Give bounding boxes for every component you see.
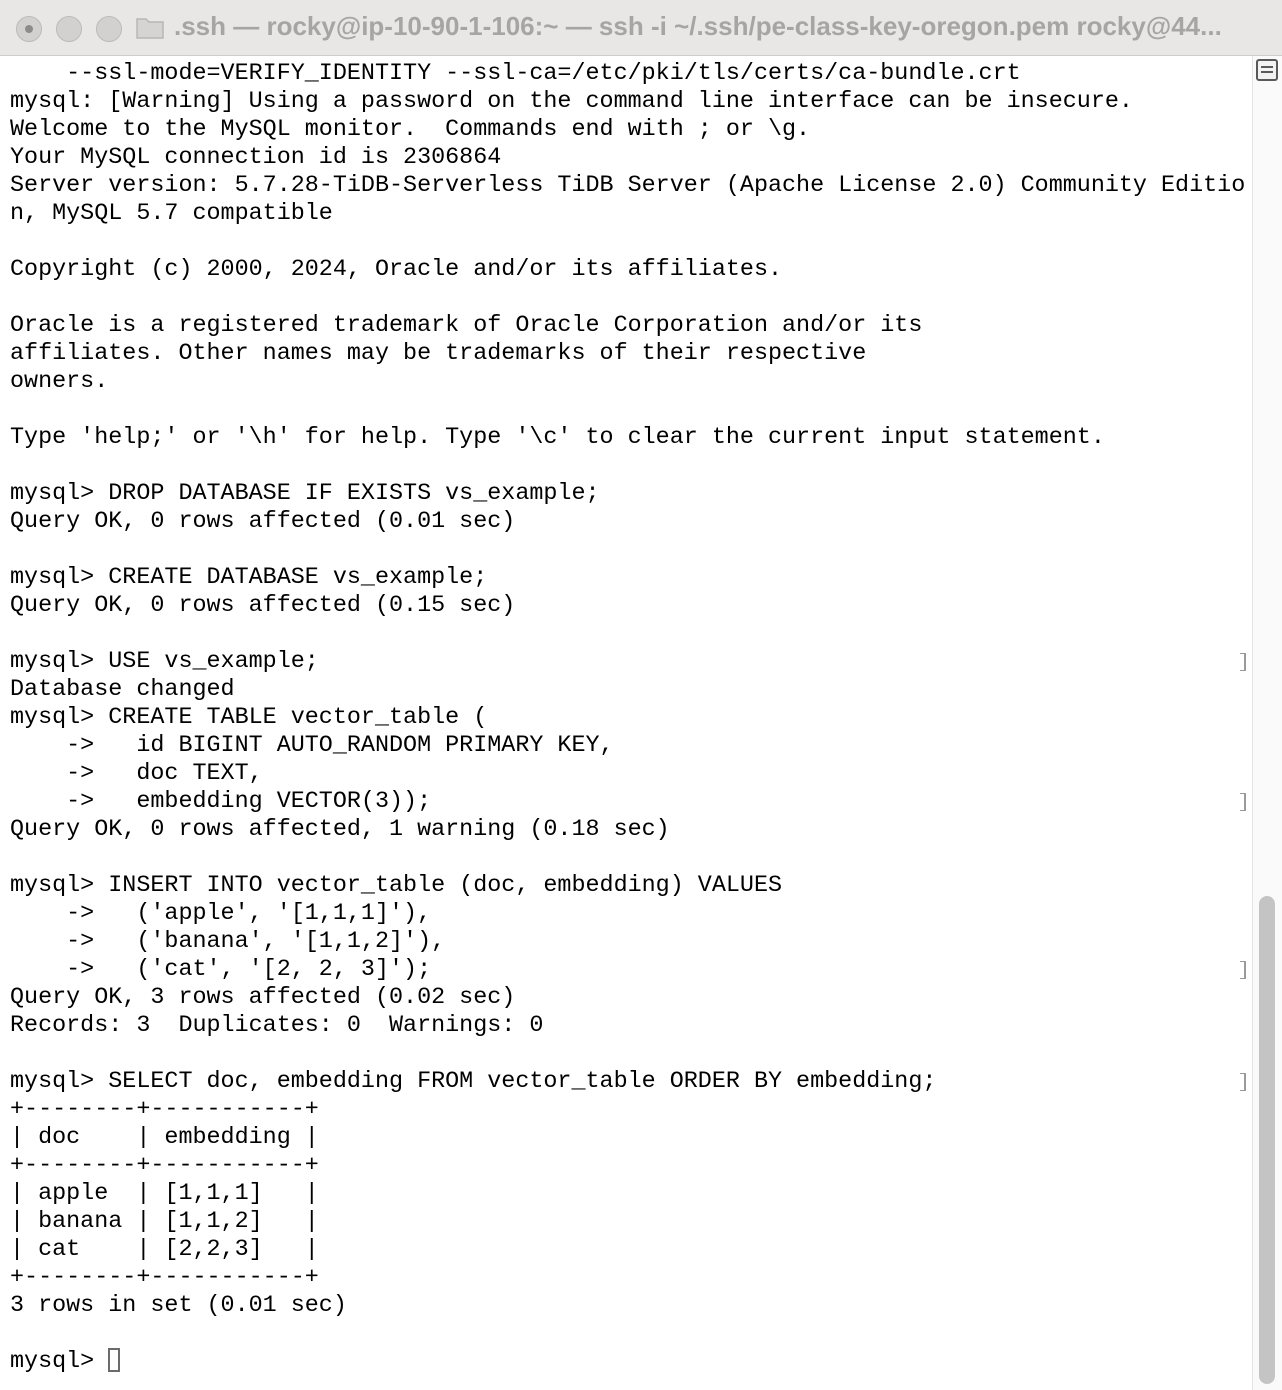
- terminal-line: Query OK, 0 rows affected (0.15 sec): [10, 593, 516, 619]
- terminal-line: Database changed: [10, 677, 235, 703]
- mysql-prompt: mysql>: [10, 1349, 109, 1375]
- terminal-line: Your MySQL connection id is 2306864: [10, 145, 502, 171]
- window-titlebar[interactable]: [0, 0, 1282, 56]
- terminal-line: Query OK, 0 rows affected, 1 warning (0.18 sec): [10, 817, 670, 843]
- terminal-line: +--------+-----------+: [10, 1097, 319, 1123]
- minimize-window-button[interactable]: [56, 16, 82, 42]
- split-view-menu-icon[interactable]: [1256, 59, 1278, 81]
- terminal-line: mysql> CREATE TABLE vector_table (: [10, 705, 488, 731]
- window-title: .ssh — rocky@ip-10-90-1-106:~ — ssh -i ~/.ssh/pe-class-key-oregon.pem rocky@44...: [174, 11, 1222, 41]
- terminal-line: Query OK, 3 rows affected (0.02 sec): [10, 985, 516, 1011]
- terminal-line: mysql> INSERT INTO vector_table (doc, embedding) VALUES: [10, 873, 783, 899]
- folder-icon: [136, 15, 164, 39]
- terminal-line: mysql> DROP DATABASE IF EXISTS vs_example;: [10, 481, 600, 507]
- command-mark: [1240, 793, 1246, 811]
- terminal-line: Oracle is a registered trademark of Oracle Corporation and/or its: [10, 313, 923, 339]
- zoom-window-button[interactable]: [96, 16, 122, 42]
- terminal-line: n, MySQL 5.7 compatible: [10, 201, 333, 227]
- terminal-line: -> embedding VECTOR(3));: [10, 789, 432, 815]
- terminal-line: -> id BIGINT AUTO_RANDOM PRIMARY KEY,: [10, 733, 614, 759]
- terminal-line: Welcome to the MySQL monitor. Commands end with ; or \g.: [10, 117, 811, 143]
- terminal-line: +--------+-----------+: [10, 1153, 319, 1179]
- terminal-line: affiliates. Other names may be trademarks of their respective: [10, 341, 867, 367]
- terminal-line: mysql> USE vs_example;: [10, 649, 319, 675]
- terminal-line: Server version: 5.7.28-TiDB-Serverless TiDB Server (Apache License 2.0) Community Editio: [10, 173, 1246, 199]
- command-mark: [1240, 1073, 1246, 1091]
- terminal-line: -> doc TEXT,: [10, 761, 263, 787]
- text-cursor: [108, 1348, 120, 1372]
- prompt-line[interactable]: [10, 1348, 120, 1376]
- terminal-line: -> ('cat', '[2, 2, 3]');: [10, 957, 432, 983]
- terminal-line: Copyright (c) 2000, 2024, Oracle and/or its affiliates.: [10, 257, 783, 283]
- close-window-button[interactable]: [16, 16, 42, 42]
- terminal-line: mysql: [Warning] Using a password on the command line interface can be insecure.: [10, 89, 1133, 115]
- terminal-line: | doc | embedding |: [10, 1125, 319, 1151]
- command-mark: [1240, 653, 1246, 671]
- terminal-line: --ssl-mode=VERIFY_IDENTITY --ssl-ca=/etc/pki/tls/certs/ca-bundle.crt: [10, 61, 1021, 87]
- terminal-line: Type 'help;' or '\h' for help. Type '\c' to clear the current input statement.: [10, 425, 1105, 451]
- terminal-line: Records: 3 Duplicates: 0 Warnings: 0: [10, 1013, 544, 1039]
- terminal-line: 3 rows in set (0.01 sec): [10, 1293, 347, 1319]
- terminal-line: | banana | [1,1,2] |: [10, 1209, 319, 1235]
- terminal-line: mysql> CREATE DATABASE vs_example;: [10, 565, 488, 591]
- command-mark: [1240, 961, 1246, 979]
- terminal-output[interactable]: [0, 56, 1250, 1390]
- terminal-line: -> ('apple', '[1,1,1]'),: [10, 901, 432, 927]
- terminal-line: mysql> SELECT doc, embedding FROM vector_table ORDER BY embedding;: [10, 1069, 937, 1095]
- terminal-line: -> ('banana', '[1,1,2]'),: [10, 929, 446, 955]
- terminal-line: owners.: [10, 369, 109, 395]
- terminal-line: Query OK, 0 rows affected (0.01 sec): [10, 509, 516, 535]
- terminal-line: | cat | [2,2,3] |: [10, 1237, 319, 1263]
- scrollbar-thumb[interactable]: [1259, 896, 1275, 1384]
- terminal-line: | apple | [1,1,1] |: [10, 1181, 319, 1207]
- terminal-line: +--------+-----------+: [10, 1265, 319, 1291]
